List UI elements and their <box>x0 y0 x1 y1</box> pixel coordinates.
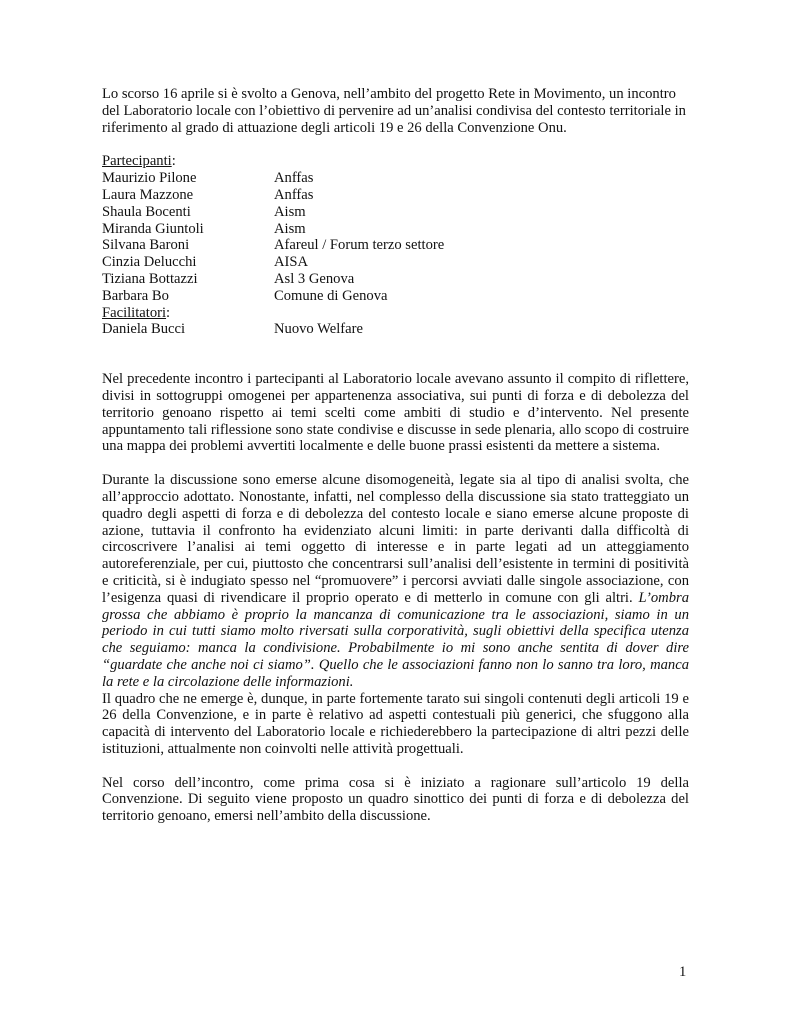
facilitators-heading <box>102 305 689 322</box>
paragraph-2-quote: L’ombra grossa che abbiamo è proprio la mancanza di comunicazione tra le associazioni, siamo in un periodo in cui tutti siamo molto riversati sulla corporatività, sugli obiettivi della specifica utenza che seguiamo: manca la condivisione. Probabilmente io mi sono anche sentita di dover dire “guardate che anche noi ci siamo”. Quello che le associazioni fanno non lo sanno tra loro, manca la rete e la circolazione delle informazioni. <box>102 589 689 690</box>
spacer <box>102 455 689 472</box>
participant-name: Miranda Giuntoli <box>102 220 204 237</box>
document-page <box>102 86 689 825</box>
body-paragraph-4: Nel corso dell’incontro, come prima cosa si è iniziato a ragionare sull’articolo 19 della Convenzione. Di seguito viene proposto un quadro sinottico dei punti di forza e di debolezza del territorio genoano, emersi nell’ambito della discussione. <box>102 774 689 825</box>
spacer <box>102 338 689 371</box>
participant-name: Laura Mazzone <box>102 186 194 203</box>
participants-list <box>102 170 689 304</box>
participant-name: Shaula Bocenti <box>102 203 191 220</box>
facilitators-label: Facilitatori <box>102 304 167 321</box>
participant-org: Aism <box>274 203 306 220</box>
paragraph-2-text: Durante la discussione sono emerse alcune disomogeneità, legate sia al tipo di analisi svolta, che all’approccio adottato. Nonostante, infatti, nel complesso della discussione sia stato tratteggiato un quadro degli aspetti di forza e di debolezza del contesto locale e siano emerse alcune proposte di azione, tuttavia il confronto ha evidenziato alcuni limiti: in parte derivanti dalla difficoltà di circoscrivere l’analisi ai temi oggetto di interesse e in parte legati ad un atteggiamento autoreferenziale, per cui, piuttosto che concentrarsi sull’analisi dell’esistente in termini di positività e criticità, si è indugiato spesso nel “promuovere” i percorsi avviati dalle singole associazione, con l’esigenza quasi di rivendicare il proprio operato e di metterlo in comune con gli altri. <box>102 472 689 606</box>
spacer <box>102 136 689 153</box>
participant-row <box>102 204 689 221</box>
participant-row <box>102 170 689 187</box>
participant-row <box>102 288 689 305</box>
facilitator-name: Daniela Bucci <box>102 321 186 338</box>
participant-org: Anffas <box>274 186 314 203</box>
facilitator-row <box>102 321 689 338</box>
spacer <box>102 758 689 775</box>
participants-label: Partecipanti <box>102 153 172 170</box>
participant-name: Silvana Baroni <box>102 237 190 254</box>
facilitators-colon: : <box>166 304 171 321</box>
participant-row <box>102 187 689 204</box>
body-paragraph-2 <box>102 472 689 690</box>
participant-name: Maurizio Pilone <box>102 170 197 187</box>
participant-row <box>102 254 689 271</box>
body-paragraph-1: Nel precedente incontro i partecipanti al Laboratorio locale avevano assunto il compito di riflettere, divisi in sottogruppi omogenei per appartenenza associativa, sui punti di forza e di debolezza del territorio genoano rispetto ai temi scelti come ambiti di studio e d’intervento. Nel presente appuntamento tali riflessione sono state condivise e discusse in sede plenaria, allo scopo di costruire una mappa dei problemi avvertiti localmente e delle buone prassi esistenti da mettere a sistema. <box>102 371 689 455</box>
participant-org: Asl 3 Genova <box>274 270 355 287</box>
participant-row <box>102 221 689 238</box>
participant-org: Comune di Genova <box>274 287 388 304</box>
participant-name: Cinzia Delucchi <box>102 254 197 271</box>
participants-heading <box>102 153 689 170</box>
participant-org: Afareul / Forum terzo settore <box>274 237 445 254</box>
participant-row <box>102 271 689 288</box>
facilitator-org: Nuovo Welfare <box>274 321 363 338</box>
participant-org: Anffas <box>274 170 314 187</box>
participant-name: Tiziana Bottazzi <box>102 270 198 287</box>
participant-row <box>102 237 689 254</box>
participant-name: Barbara Bo <box>102 287 169 304</box>
intro-paragraph: Lo scorso 16 aprile si è svolto a Genova, nell’ambito del progetto Rete in Movimento, un incontro del Laboratorio locale con l’obiettivo di pervenire ad un’analisi condivisa del contesto territoriale in riferimento al grado di attuazione degli articoli 19 e 26 della Convenzione Onu. <box>102 86 686 136</box>
participant-org: Aism <box>274 220 306 237</box>
body-paragraph-3: Il quadro che ne emerge è, dunque, in parte fortemente tarato sui singoli contenuti degli articoli 19 e 26 della Convenzione, e in parte è relativo ad aspetti contestuali più generici, che sfuggono alla capacità di intervento del Laboratorio locale e richiederebbero la partecipazione di altri pezzi delle istituzioni, attualmente non coinvolti nelle attività progettuali. <box>102 690 689 757</box>
participants-colon: : <box>171 153 176 170</box>
participant-org: AISA <box>274 254 309 271</box>
page-number: 1 <box>679 964 687 980</box>
